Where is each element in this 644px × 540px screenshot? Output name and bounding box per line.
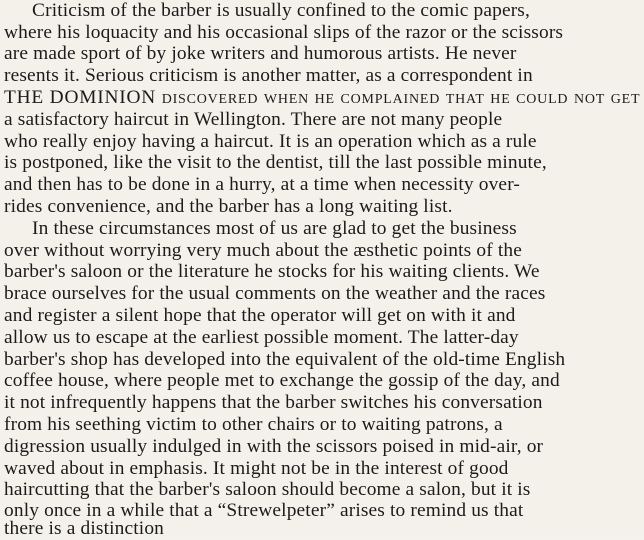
text-line: barber's shop has developed into the equivalent of the old-time English (4, 349, 566, 370)
text-line: where his loquacity and his occasional slips of the razor or the scissors (4, 22, 564, 43)
text-line: Criticism of the barber is usually confined to the comic papers, (32, 0, 531, 21)
text-line: is postponed, like the visit to the dentist, till the last possible minute, (4, 152, 547, 173)
text-line: In these circumstances most of us are glad to get the business (32, 218, 517, 239)
text-line: it not infrequently happens that the barber switches his conversation (4, 392, 543, 413)
text-line: over without worrying very much about the æsthetic points of the (4, 240, 522, 261)
text-line: allow us to escape at the earliest possible moment. The latter-day (4, 327, 519, 348)
text-line: rides convenience, and the barber has a long waiting list. (4, 196, 453, 217)
text-line: resents it. Serious criticism is another matter, as a correspondent in (4, 65, 533, 86)
text-line: digression usually indulged in with the scissors poised in mid-air, or (4, 436, 544, 457)
text-line: there is a distinction (4, 518, 165, 539)
text-line: barber's saloon or the literature he stocks for his waiting clients. We (4, 261, 540, 282)
text-line: THE DOMINION discovered when he complained that he could not get (4, 87, 641, 108)
text-line: brace ourselves for the usual comments on the weather and the races (4, 283, 546, 304)
text-line: and register a silent hope that the operator will get on with it and (4, 305, 516, 326)
text-line: only once in a while that a “Strewelpeter” arises to remind us that (4, 500, 524, 521)
text-line: coffee house, where people met to exchange the gossip of the day, and (4, 370, 560, 391)
text-line: who really enjoy having a haircut. It is an operation which as a rule (4, 131, 537, 152)
text-line: haircutting that the barber's saloon should become a salon, but it is (4, 479, 531, 500)
text-line: are made sport of by joke writers and humorous artists. He never (4, 43, 517, 64)
text-line: a satisfactory haircut in Wellington. There are not many people (4, 109, 503, 130)
text-line: waved about in emphasis. It might not be in the interest of good (4, 458, 509, 479)
text-line: and then has to be done in a hurry, at a time when necessity over- (4, 174, 521, 195)
text-line: from his seething victim to other chairs or to waiting patrons, a (4, 414, 503, 435)
